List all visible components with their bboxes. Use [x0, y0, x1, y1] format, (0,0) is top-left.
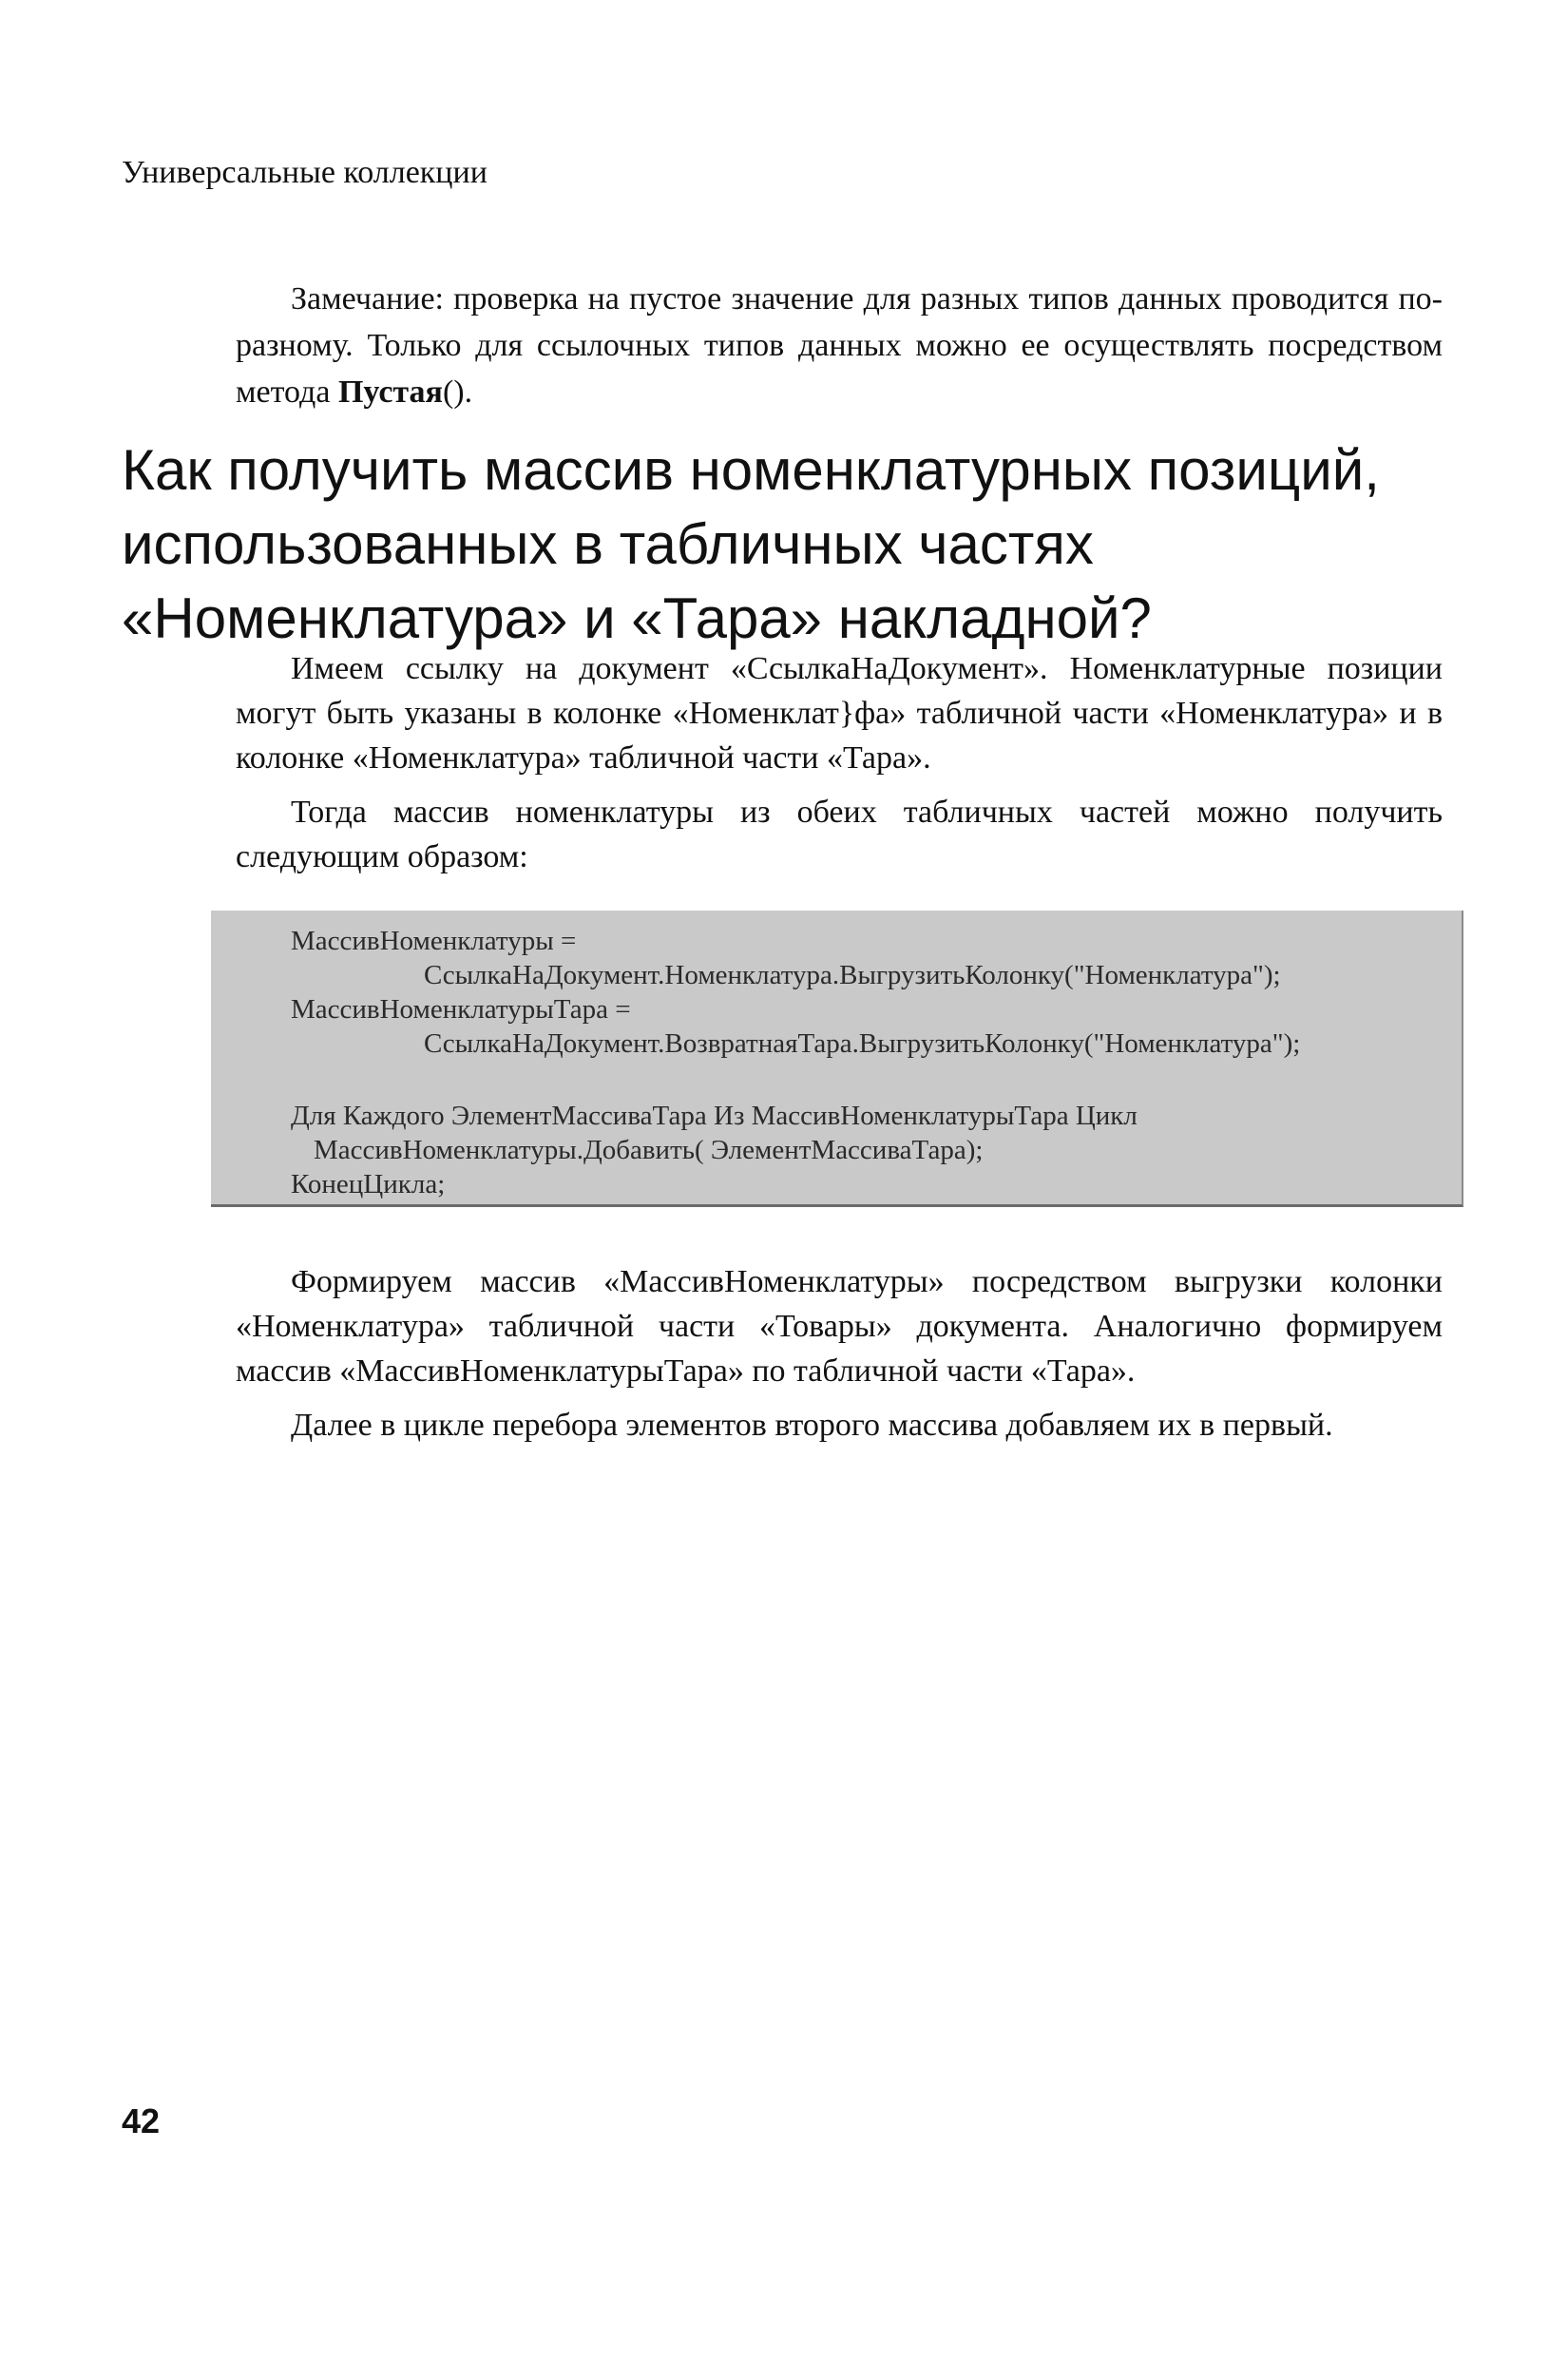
outro-text	[236, 1259, 1443, 1457]
code-listing	[211, 911, 1463, 1207]
paragraph: Имеем ссылку на документ «СсылкаНаДокумент». Номенклатурные позиции могут быть указаны в колонке «Номенклат}фа» табличной части «Номенклатура» и в колонке «Номенклатура» табличной части «Тара».	[236, 651, 1443, 776]
note-method-name: Пустая	[337, 374, 443, 410]
code-line: Для Каждого ЭлементМассиваТара Из МассивНоменклатурыТара Цикл	[291, 1101, 1138, 1131]
code-line: КонецЦикла;	[291, 1169, 446, 1199]
note-paragraph	[236, 276, 1443, 415]
code-line: СсылкаНаДокумент.Номенклатура.ВыгрузитьКолонку("Номенклатура");	[424, 960, 1281, 990]
note-text-suffix: ().	[442, 374, 473, 410]
code-line: МассивНоменклатурыТара =	[291, 994, 631, 1025]
intro-text	[236, 646, 1443, 889]
heading-line: Как получить массив номенклатурных позиций,	[122, 438, 1380, 502]
paragraph: Тогда массив номенклатуры из обеих табличных частей можно получить следующим образом:	[236, 795, 1443, 874]
code-line: МассивНоменклатуры.Добавить( ЭлементМассиваТара);	[314, 1135, 984, 1165]
paragraph: Далее в цикле перебора элементов второго массива добавляем их в первый.	[291, 1408, 1333, 1443]
section-heading	[122, 433, 1471, 656]
paragraph: Формируем массив «МассивНоменклатуры» посредством выгрузки колонки «Номенклатура» табличной части «Товары» документа. Аналогично формируем массив «МассивНоменклатурыТара» по табличной части «Тара».	[236, 1264, 1443, 1389]
code-line: СсылкаНаДокумент.ВозвратнаяТара.ВыгрузитьКолонку("Номенклатура");	[424, 1028, 1301, 1059]
heading-line: «Номенклатура» и «Тара» накладной?	[122, 586, 1152, 650]
code-line: МассивНоменклатуры =	[291, 926, 577, 956]
heading-line: использованных в табличных частях	[122, 512, 1094, 576]
note-text: Замечание: проверка на пустое значение для разных типов данных проводится по-разному. Только для ссылочных типов данных можно ее осуществлять посредством метода	[236, 281, 1443, 410]
page-number: 42	[122, 2101, 161, 2140]
running-head: Универсальные коллекции	[122, 155, 488, 190]
